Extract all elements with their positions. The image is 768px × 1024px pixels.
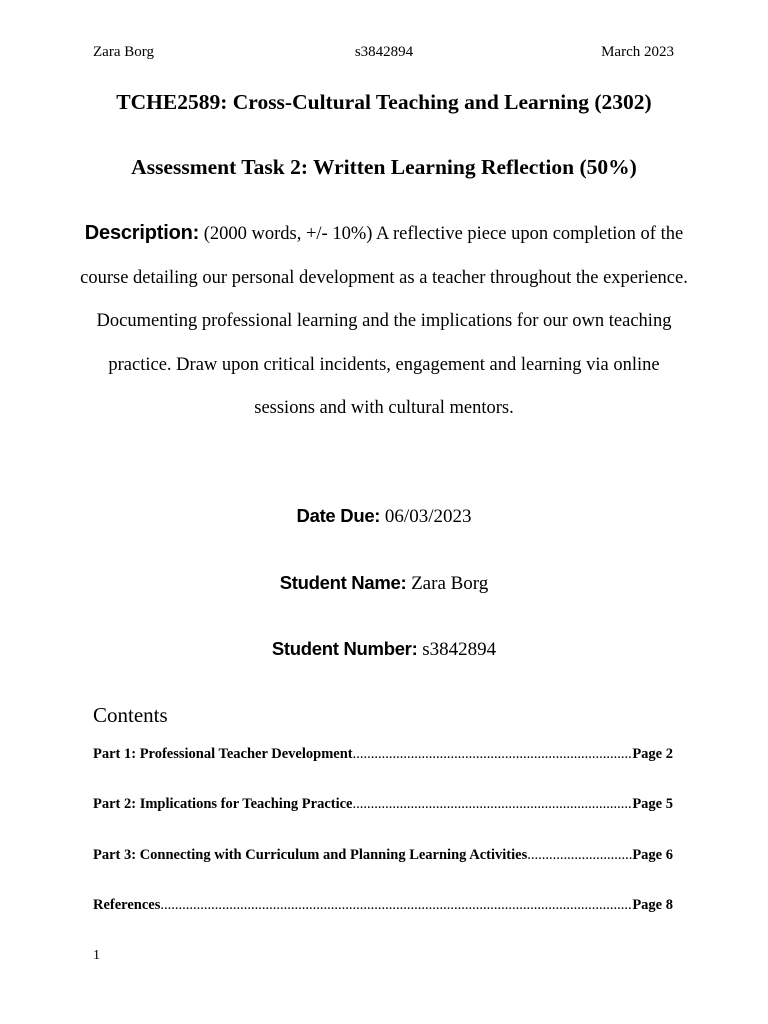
toc-item-references[interactable] xyxy=(93,895,673,915)
toc-item-label: References xyxy=(93,897,161,913)
student-number-label: Student Number: xyxy=(271,638,418,659)
student-name-label: Student Name: xyxy=(279,572,407,593)
header-student-id: s3842894 xyxy=(354,44,414,60)
course-title: TCHE2589: Cross-Cultural Teaching and Learning (2302) xyxy=(116,90,652,114)
header-date: March 2023 xyxy=(601,44,674,60)
description-text: (2000 words, +/- 10%) A reflective piece upon completion of the course detailing our personal development as a teacher throughout the experience. Documenting professional learning and the implications for our own teaching practice. Draw upon critical incidents, engagement and learning via online sessions and with cultural mentors. xyxy=(80,224,688,418)
toc-leader-dots xyxy=(353,794,633,814)
toc-item-page: Page 2 xyxy=(632,746,673,762)
date-due-label: Date Due: xyxy=(296,505,381,526)
student-name-line xyxy=(0,570,768,597)
toc-leader-dots xyxy=(527,845,632,865)
page-number: 1 xyxy=(93,948,100,963)
date-due-value: 06/03/2023 xyxy=(384,506,472,527)
date-due-line xyxy=(0,503,768,530)
toc-item-part-3[interactable] xyxy=(93,845,673,865)
toc-item-part-2[interactable] xyxy=(93,794,673,814)
description-label: Description: xyxy=(84,222,200,244)
toc-item-page: Page 8 xyxy=(632,897,673,913)
toc-item-label: Part 3: Connecting with Curriculum and Planning Learning Activities xyxy=(93,847,528,863)
toc-leader-dots xyxy=(353,744,633,764)
student-name-value: Zara Borg xyxy=(411,573,489,594)
toc-item-label: Part 2: Implications for Teaching Practice xyxy=(93,796,353,812)
contents-heading: Contents xyxy=(93,703,168,727)
student-number-value: s3842894 xyxy=(422,639,497,660)
student-number-line xyxy=(0,636,768,663)
toc-item-page: Page 5 xyxy=(632,796,673,812)
toc-item-label: Part 1: Professional Teacher Development xyxy=(93,746,353,762)
description-block xyxy=(80,212,688,431)
toc-item-part-1[interactable] xyxy=(93,744,673,764)
task-title: Assessment Task 2: Written Learning Reflection (50%) xyxy=(131,155,637,179)
toc-item-page: Page 6 xyxy=(632,847,673,863)
header-author: Zara Borg xyxy=(93,44,154,60)
toc-leader-dots xyxy=(160,895,632,915)
